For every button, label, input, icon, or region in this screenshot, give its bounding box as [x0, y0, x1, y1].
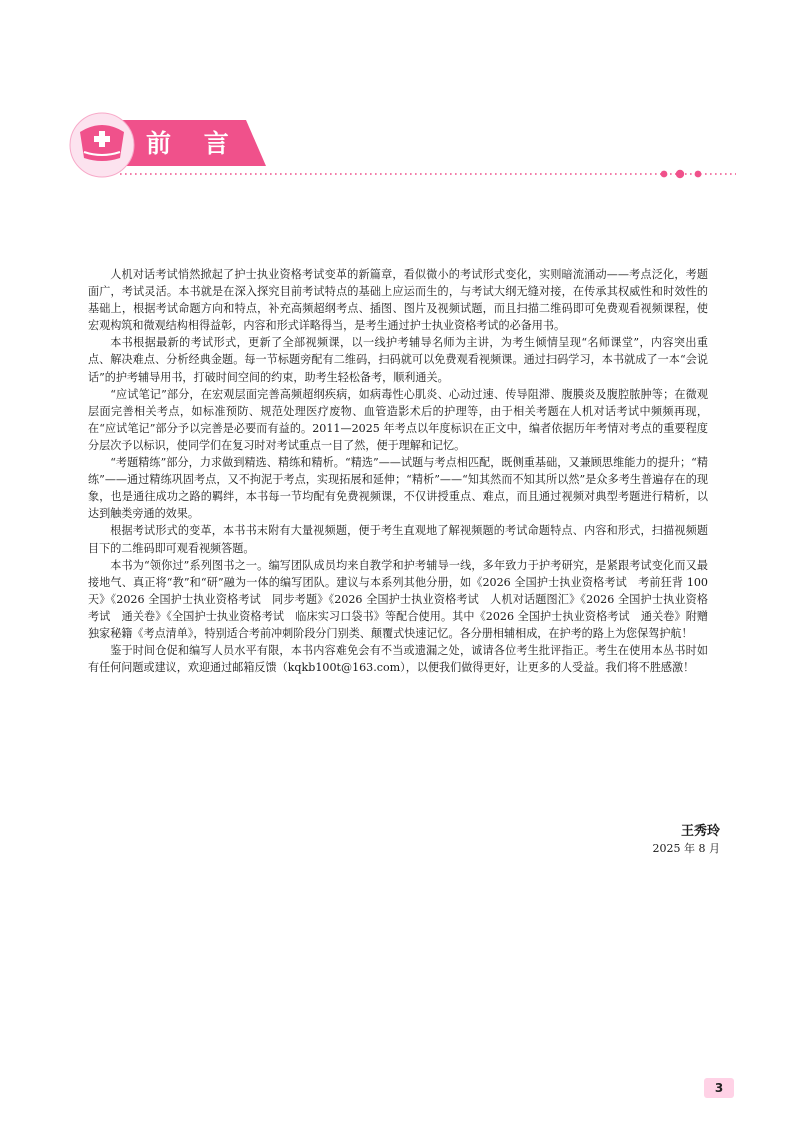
paragraph: 鉴于时间仓促和编写人员水平有限，本书内容难免会有不当或遗漏之处，诚请各位考生批评指正。考生在使用本丛书时如有任何问题或建议，欢迎通过邮箱反馈（kqkb100t@163.com），以便我们做得更好，让更多的人受益。我们将不胜感激！ — [88, 644, 708, 675]
author-name: 王秀玲 — [680, 824, 720, 839]
signature-date: 2025 年 8 月 — [652, 842, 720, 855]
chapter-header — [0, 0, 800, 200]
paragraph: “应试笔记”部分，在宏观层面完善高频超纲疾病，如病毒性心肌炎、心动过速、传导阻滞、腹膜炎及腹腔脓肿等；在微观层面完善相关考点，如标准预防、规范处理医疗废物、血管造影术后的护理等，由于相关考题在人机对话考试中频频再现，在“应试笔记”部分予以完善是必要而有益的。2011—2025 年考点以年度标识在正文中，编者依据历年考情对考点的重要程度分层次予以标识，使同学们在复习时对考试重点一目了然，便于理解和记忆。 — [88, 387, 708, 452]
preface-body — [88, 266, 708, 676]
paragraph: 本书为“领你过”系列图书之一。编写团队成员均来自教学和护考辅导一线，多年致力于护考研究，是紧跟考试变化而又最接地气、真正将“教”和“研”融为一体的编写团队。建议与本系列其他分册，如《2026 全国护士执业资格考试 考前狂背 100 天》《2026 全国护士执业资格考试 同步考题》《2026 全国护士执业资格考试 人机对话题图汇》《2026 全国护士执业资格考试 通关卷》《全国护士执业资格考试 临床实习口袋书》等配合使用。其中《2026 全国护士执业资格考试 通关卷》附赠独家秘籍《考点清单》，特别适合考前冲刺阶段分门别类、颠覆式快速记忆。各分册相辅相成，在护考的路上为您保驾护航！ — [88, 558, 708, 640]
page-title: 前 言 — [146, 129, 241, 158]
paragraph: 人机对话考试悄然掀起了护士执业资格考试变革的新篇章，看似微小的考试形式变化，实则暗流涌动——考点泛化，考题面广，考试灵活。本书就是在深入探究目前考试特点的基础上应运而生的，与考试大纲无缝对接，在传承其权威性和时效性的基础上，根据考试命题方向和特点，补充高频超纲考点、插图、图片及视频试题，而且扫描二维码即可免费观看视频课程，使宏观构筑和微观结构相得益彰，内容和形式详略得当，是考生通过护士执业资格考试的必备用书。 — [88, 268, 708, 333]
paragraph: 根据考试形式的变革，本书书末附有大量视频题，便于考生直观地了解视频题的考试命题特点、内容和形式，扫描视频题目下的二维码即可观看视频答题。 — [88, 524, 708, 555]
page-number: 3 — [704, 1078, 734, 1098]
paragraph: “考题精练”部分，力求做到精选、精练和精析。“精选”——试题与考点相匹配，既侧重基础，又兼顾思维能力的提升；“精练”——通过精练巩固考点，又不拘泥于考点，实现拓展和延伸；“精析”——“知其然而不知其所以然”是众多考生普遍存在的现象，也是通往成功之路的羁绊，本书每一节均配有免费视频课，不仅讲授重点、难点，而且通过视频对典型考题进行精析，以达到触类旁通的效果。 — [88, 456, 708, 521]
header-graphic — [0, 0, 800, 200]
paragraph: 本书根据最新的考试形式，更新了全部视频课，以一线护考辅导名师为主讲，为考生倾情呈现“名师课堂”，内容突出重点、解决难点、分析经典金题。每一节标题旁配有二维码，扫码就可以免费观看视频课。通过扫码学习，本书就成了一本“会说话”的护考辅导用书，打破时间空间的约束，助考生轻松备考，顺利通关。 — [88, 336, 708, 384]
nurse-cap-icon — [80, 125, 124, 161]
